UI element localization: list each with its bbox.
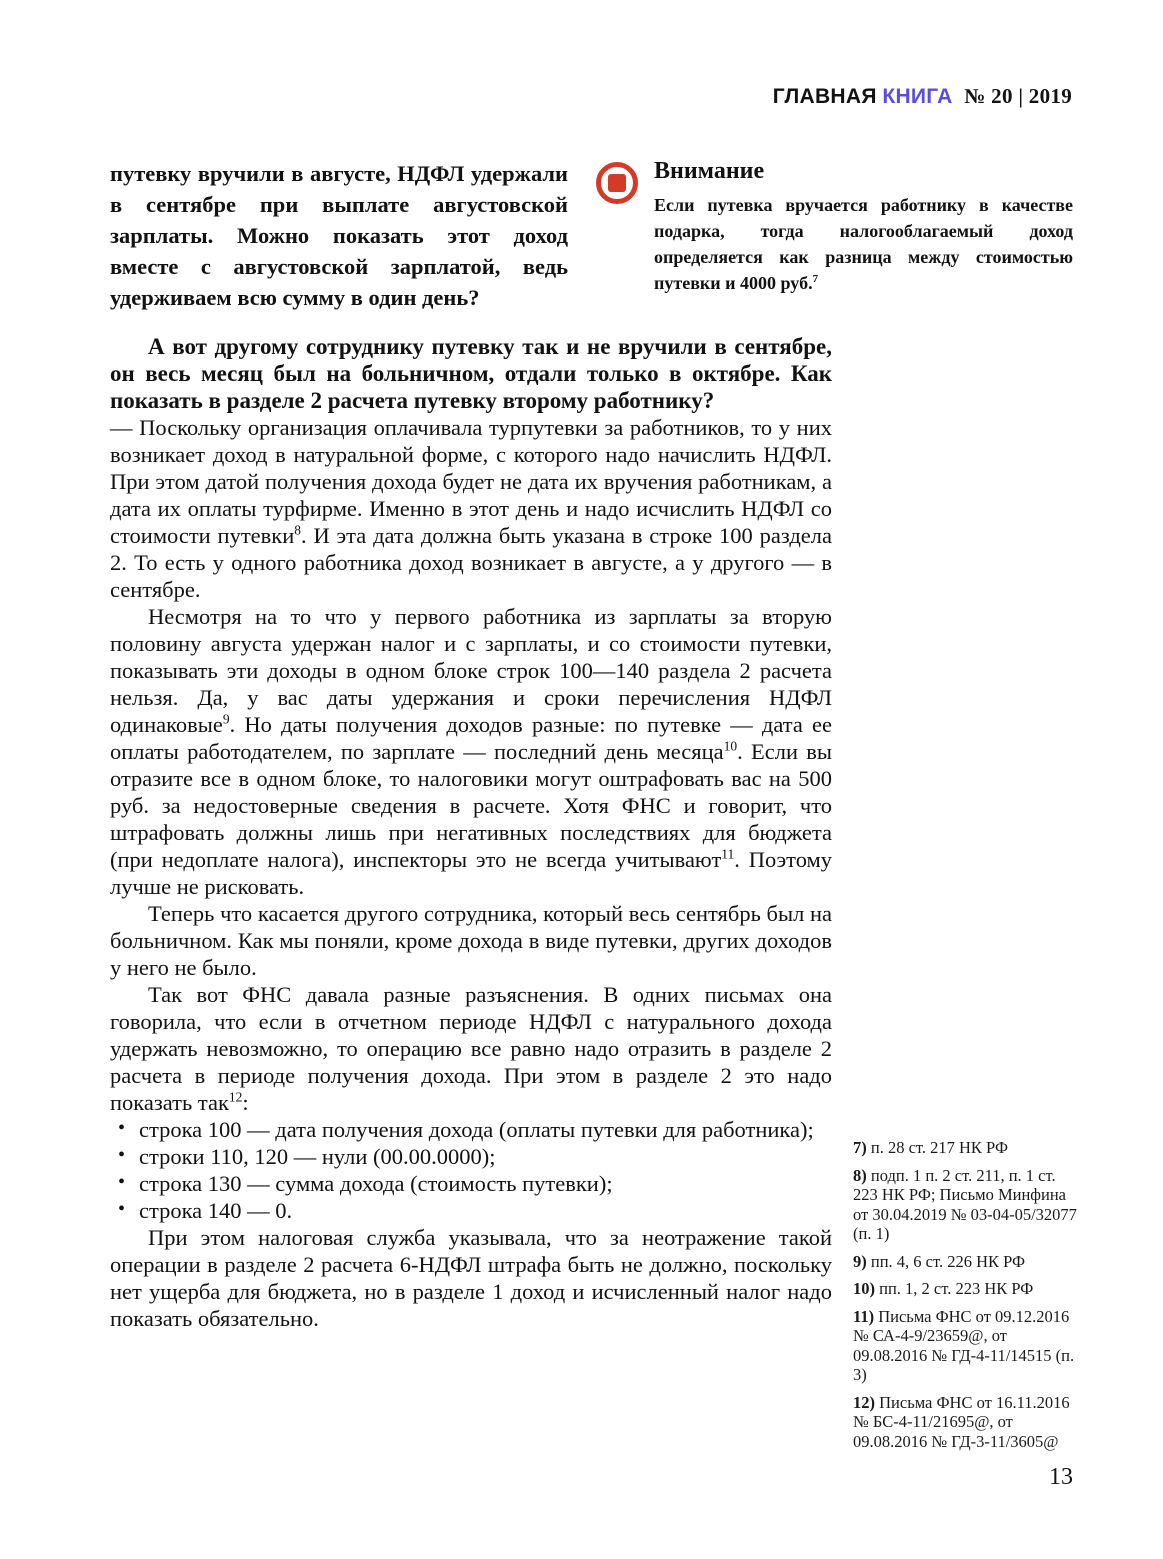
magazine-title-accent: КНИГА xyxy=(882,85,953,108)
footnote-item xyxy=(853,1307,1081,1385)
footnote-ref: 7 xyxy=(812,273,818,285)
bullet-dot-icon: • xyxy=(118,1198,126,1220)
bullet-item xyxy=(110,1143,832,1170)
issue-number: № 20 | 2019 xyxy=(964,84,1072,108)
top-section xyxy=(110,158,1073,313)
question-paragraph-2: А вот другому сотруднику путевку так и не вручили в сентябре, он весь месяц был на больничном, отдали только в октябре. Как показать в разделе 2 расчета путевку второму работнику? xyxy=(110,334,832,413)
footnote-item xyxy=(853,1279,1081,1299)
footnote-number: 11) xyxy=(853,1306,875,1326)
body-paragraph-2: Несмотря на то что у первого работника из зарплаты за вторую половину августа удержан налог и с зарплаты, и со стоимости путевки, показывать эти доходы в одном блоке строк 100—140 раздела 2 расчета нельзя. Да, у вас даты удержания и сроки перечисления НДФЛ одинаковые$^9$. Но даты получения доходов разные: по путевке — дата ее оплаты работодателем, по зарплате — последний день месяца$^{10}$. Если вы отразите все в одном блоке, то налоговики могут оштрафовать вас на 500 руб. за недостоверные сведения в расчете. Хотя ФНС и говорит, что штрафовать должны лишь при негативных последствиях для бюджета (при недоплате налога), инспекторы это не всегда учитывают$^{11}$. Поэтому лучше не рисковать. xyxy=(110,604,833,899)
footnote-text: Письма ФНС от 16.11.2016 № БС-4-11/21695@, от 09.08.2016 № ГД-3-11/3605@ xyxy=(853,1392,1070,1451)
footnote-item xyxy=(853,1166,1081,1244)
footnote-number: 12) xyxy=(853,1392,875,1412)
footnote-text: Письма ФНС от 09.12.2016 № СА-4-9/23659@, от 09.08.2016 № ГД-4-11/14515 (п. 3) xyxy=(853,1306,1075,1384)
bullet-dot-icon: • xyxy=(118,1171,126,1193)
bullet-item xyxy=(110,1170,832,1197)
bullet-item-text: строка 130 — сумма дохода (стоимость путевки); xyxy=(139,1171,613,1196)
footnote-item xyxy=(853,1393,1081,1452)
body-paragraph-4: Так вот ФНС давала разные разъяснения. В одних письмах она говорила, что если в отчетном периоде НДФЛ с натурального дохода удержать невозможно, то операцию все равно надо отразить в разделе 2 расчета в периоде получения дохода. При этом в разделе 2 это надо показать так$^{12}$: xyxy=(110,982,832,1115)
footnote-number: 8) xyxy=(853,1165,867,1185)
attention-content xyxy=(654,158,1073,296)
bullet-dot-icon: • xyxy=(118,1144,126,1166)
bullet-dot-icon: • xyxy=(118,1117,126,1139)
attention-callout xyxy=(596,158,1073,296)
article-body xyxy=(110,333,832,1332)
footnote-ref: 12 xyxy=(228,1089,243,1105)
footnote-ref: 8 xyxy=(294,522,301,538)
bullet-item-text: строки 110, 120 — нули (00.00.0000); xyxy=(139,1144,496,1169)
bullet-item xyxy=(110,1197,832,1224)
body-paragraph-5: При этом налоговая служба указывала, что за неотражение такой операции в разделе 2 расчета 6-НДФЛ штрафа быть не должно, поскольку нет ущерба для бюджета, но в разделе 1 доход и исчисленный налог надо показать обязательно. xyxy=(110,1225,832,1331)
footnote-ref: 10 xyxy=(723,738,738,754)
footnote-item xyxy=(853,1252,1081,1272)
magazine-title-black: ГЛАВНАЯ xyxy=(772,85,877,108)
footnotes-column xyxy=(853,1138,1081,1459)
bullet-list xyxy=(110,1116,832,1224)
footnote-item xyxy=(853,1138,1081,1158)
bullet-item-text: строка 100 — дата получения дохода (оплаты путевки для работника); xyxy=(139,1117,814,1142)
bullet-item-text: строка 140 — 0. xyxy=(139,1198,293,1223)
footnote-text: подп. 1 п. 2 ст. 211, п. 1 ст. 223 НК РФ; Письмо Минфина от 30.04.2019 № 03-04-05/32077 (п. 1) xyxy=(853,1165,1077,1243)
footnote-number: 10) xyxy=(853,1279,875,1298)
body-paragraph-3: Теперь что касается другого сотрудника, который весь сентябрь был на больничном. Как мы поняли, кроме дохода в виде путевки, других доходов у него не было. xyxy=(110,901,832,980)
footnote-number: 9) xyxy=(853,1251,867,1271)
footnote-number: 7) xyxy=(853,1138,867,1157)
footnote-ref: 11 xyxy=(721,846,735,862)
footnote-text: п. 28 ст. 217 НК РФ xyxy=(870,1138,1008,1157)
body-paragraph-1: — Поскольку организация оплачивала турпутевки за работников, то у них возникает доход в натуральной форме, с которого надо начислить НДФЛ. При этом датой получения дохода будет не дата их вручения работникам, а дата их оплаты турфирме. Именно в этот день и надо исчислить НДФЛ со стоимости путевки$^8$. И эта дата должна быть указана в строке 100 раздела 2. То есть у одного работника доход возникает в августе, а у другого — в сентябре. xyxy=(110,415,832,602)
page-number: 13 xyxy=(1049,1464,1073,1490)
attention-icon-square xyxy=(608,174,626,192)
attention-title: Внимание xyxy=(654,158,765,184)
question-paragraph-1: путевку вручили в августе, НДФЛ удержали в сентябре при выплате августовской зарплаты. Можно показать этот доход вместе с августовской зарплатой, ведь удерживаем всю сумму в один день? xyxy=(110,161,568,310)
footnote-ref: 9 xyxy=(222,711,230,727)
bullet-item xyxy=(110,1116,832,1143)
page-header xyxy=(773,84,1072,109)
footnote-text: пп. 1, 2 ст. 223 НК РФ xyxy=(879,1279,1034,1298)
attention-body: Если путевка вручается работнику в качестве подарка, тогда налогооблагаемый доход определяется как разница между стоимостью путевки и 4000 руб.$^7$ xyxy=(654,195,1073,293)
attention-icon xyxy=(596,162,638,204)
footnote-text: пп. 4, 6 ст. 226 НК РФ xyxy=(870,1251,1026,1271)
